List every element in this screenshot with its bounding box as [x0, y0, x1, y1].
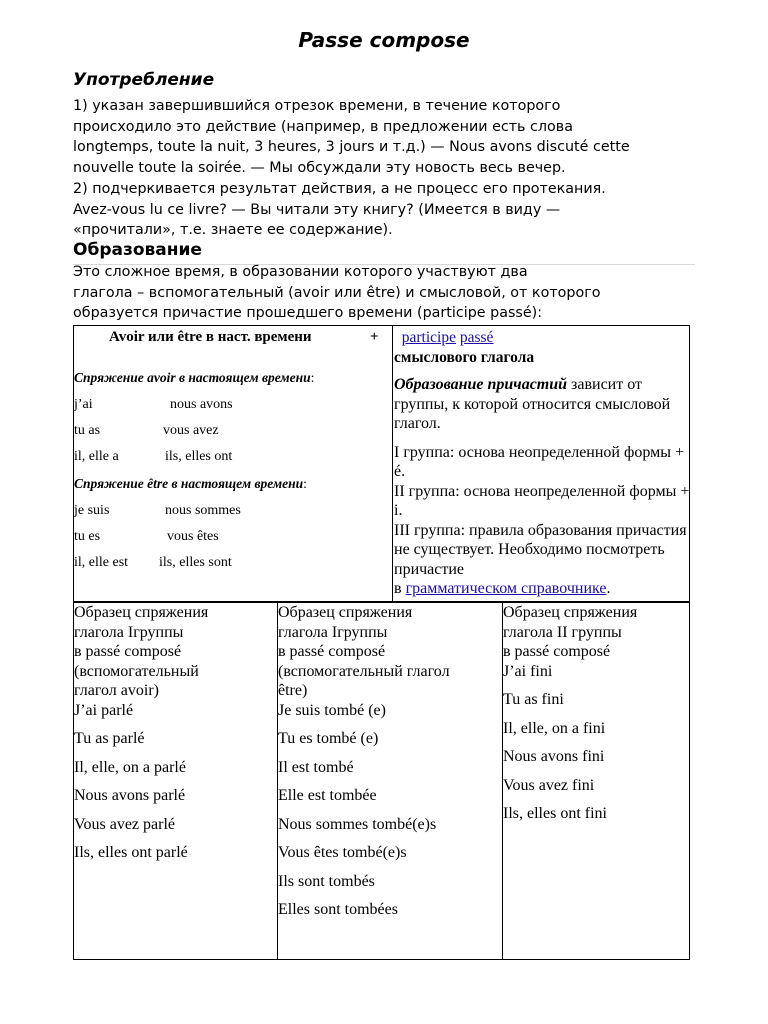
- participle-rest: зависит от группы, к которой относится смысловой глагол.: [394, 376, 671, 432]
- etre-conjugation-heading: Спряжение être в настоящем времени:: [74, 476, 307, 491]
- plural-form: ils, elles ont: [165, 449, 233, 464]
- sample-form: J’ai parlé: [74, 701, 134, 719]
- sample-form: Nous avons parlé: [74, 787, 186, 804]
- sample-header-line: в passé composé: [74, 643, 182, 660]
- group-3-reference: [394, 579, 690, 599]
- sample-form: Tu es tombé (e): [278, 730, 379, 747]
- sample-form: Il, elle, on a parlé: [74, 758, 186, 776]
- participle-bold: Образование причастий: [394, 376, 568, 393]
- usage-line: происходило это действие (например, в предложении есть слова: [73, 118, 573, 135]
- plural-form: nous sommes: [165, 503, 241, 518]
- etre-row: [159, 555, 232, 571]
- sample-header-line: в passé composé: [503, 643, 611, 660]
- singular-form: je suis: [74, 503, 110, 518]
- usage-text: [73, 96, 693, 241]
- plural-form: ils, elles sont: [159, 555, 232, 570]
- sample-form: Il, elle, on a fini: [503, 719, 606, 737]
- sample-form: Nous sommes tombé(e)s: [278, 815, 437, 833]
- sample-header-line: être): [278, 682, 308, 699]
- group-2-rule: II группа: основа неопределенной формы + i.: [394, 482, 690, 519]
- sample-form: Tu as parlé: [74, 730, 145, 747]
- etre-row: [74, 555, 128, 571]
- sample-form: Vous avez parlé: [74, 815, 175, 833]
- sample-form: Elles sont tombées: [278, 901, 398, 918]
- sample-header-line: Образец спряжения: [278, 604, 413, 621]
- plural-form: vous êtes: [167, 529, 219, 544]
- usage-line: 1) указан завершившийся отрезок времени, в течение которого: [73, 98, 561, 114]
- usage-line: nouvelle toute la soirée. — Мы обсуждали эту новость весь вечер.: [73, 160, 566, 177]
- sample-column-avoir: [74, 603, 274, 863]
- sample-header-line: (вспомогательный глагол: [278, 662, 450, 680]
- sample-header-line: (вспомогательный: [74, 662, 199, 680]
- sample-form: Tu as fini: [503, 691, 564, 708]
- sample-form: Ils sont tombés: [278, 872, 375, 890]
- plural-form: vous avez: [163, 423, 219, 438]
- singular-form: tu es: [74, 529, 101, 544]
- sample-header-line: в passé composé: [278, 643, 386, 660]
- participle-header: [394, 328, 690, 348]
- avoir-row: [165, 449, 232, 465]
- usage-line: longtemps, toute la nuit, 3 heures, 3 jours и т.д.) — Nous avons discuté cette: [73, 139, 630, 156]
- sample-form: Vous êtes tombé(e)s: [278, 844, 407, 861]
- meaning-verb-header: смыслового глагола: [394, 348, 535, 366]
- participle-column: [394, 328, 690, 599]
- sample-form: Ils, elles ont parlé: [74, 844, 188, 861]
- sample-form: Nous avons fini: [503, 748, 605, 765]
- avoir-row: [74, 397, 93, 413]
- reference-end: .: [606, 580, 611, 597]
- avoir-row: [74, 449, 119, 465]
- avoir-row: [163, 423, 219, 439]
- usage-line: 2) подчеркивается результат действия, а не процесс его протекания.: [73, 180, 606, 197]
- plural-form: nous avons: [170, 397, 233, 412]
- sample-form: Ils, elles ont fini: [503, 805, 607, 822]
- group-1-rule: I группа: основа неопределенной формы + é.: [394, 443, 685, 480]
- sample-header-line: глагола II группы: [503, 623, 622, 641]
- usage-line: «прочитали», т.е. знаете ее содержание).: [73, 222, 393, 239]
- avoir-row: [170, 397, 233, 413]
- sample-column-group-2: [503, 603, 688, 824]
- sample-form: Elle est tombée: [278, 787, 377, 804]
- page-title: Passe compose: [298, 28, 470, 52]
- participe-link[interactable]: participe: [401, 329, 456, 346]
- formation-line: образуется причастие прошедшего времени (participe passé):: [73, 305, 543, 322]
- participle-formation-note: [394, 375, 690, 434]
- sample-form: Vous avez fini: [503, 776, 595, 794]
- etre-row: [74, 529, 100, 545]
- sample-header-line: Образец спряжения: [74, 604, 209, 621]
- sample-header-line: глагол avoir): [74, 682, 159, 699]
- singular-form: tu as: [74, 423, 101, 438]
- avoir-conjugation-heading: Спряжение avoir в настоящем времени:: [74, 370, 315, 385]
- etre-row: [165, 503, 241, 519]
- sample-column-etre: [278, 603, 500, 920]
- avoir-row: [74, 423, 100, 439]
- plus-sign: +: [370, 329, 379, 345]
- avoir-heading-text: Спряжение avoir в настоящем времени: [74, 370, 311, 385]
- table-divider: [392, 325, 393, 602]
- sample-form: Il est tombé: [278, 758, 354, 776]
- etre-heading-text: Спряжение être в настоящем времени: [74, 476, 304, 491]
- sample-header-line: глагола Iгруппы: [74, 623, 184, 641]
- singular-form: il, elle a: [74, 449, 119, 464]
- sample-header-line: глагола Iгруппы: [278, 623, 388, 641]
- sample-header-line: Образец спряжения: [503, 604, 638, 621]
- singular-form: j’ai: [74, 397, 93, 412]
- formation-line: Это сложное время, в образовании которого участвуют два: [73, 264, 528, 280]
- formation-line: глагола – вспомогательный (avoir или être) и смысловой, от которого: [73, 284, 601, 301]
- passe-link[interactable]: passé: [459, 329, 494, 346]
- sample-form: Je suis tombé (e): [278, 701, 386, 719]
- usage-heading: Употребление: [73, 70, 215, 90]
- singular-form: il, elle est: [74, 555, 129, 570]
- etre-row: [167, 529, 219, 545]
- grammar-reference-link[interactable]: грамматическом справочнике: [405, 580, 607, 597]
- reference-prefix: в: [394, 580, 406, 597]
- formation-text: [73, 262, 693, 324]
- usage-line: Avez-vous lu ce livre? — Вы читали эту книгу? (Имеется в виду —: [73, 201, 561, 218]
- formation-heading: Образование: [73, 240, 202, 260]
- etre-row: [74, 503, 109, 519]
- auxiliary-header: Avoir или être в наст. времени: [109, 329, 312, 345]
- group-3-rule: III группа: правила образования причастия не существует. Необходимо посмотреть причастие: [394, 521, 687, 578]
- sample-form: J’ai fini: [503, 662, 553, 680]
